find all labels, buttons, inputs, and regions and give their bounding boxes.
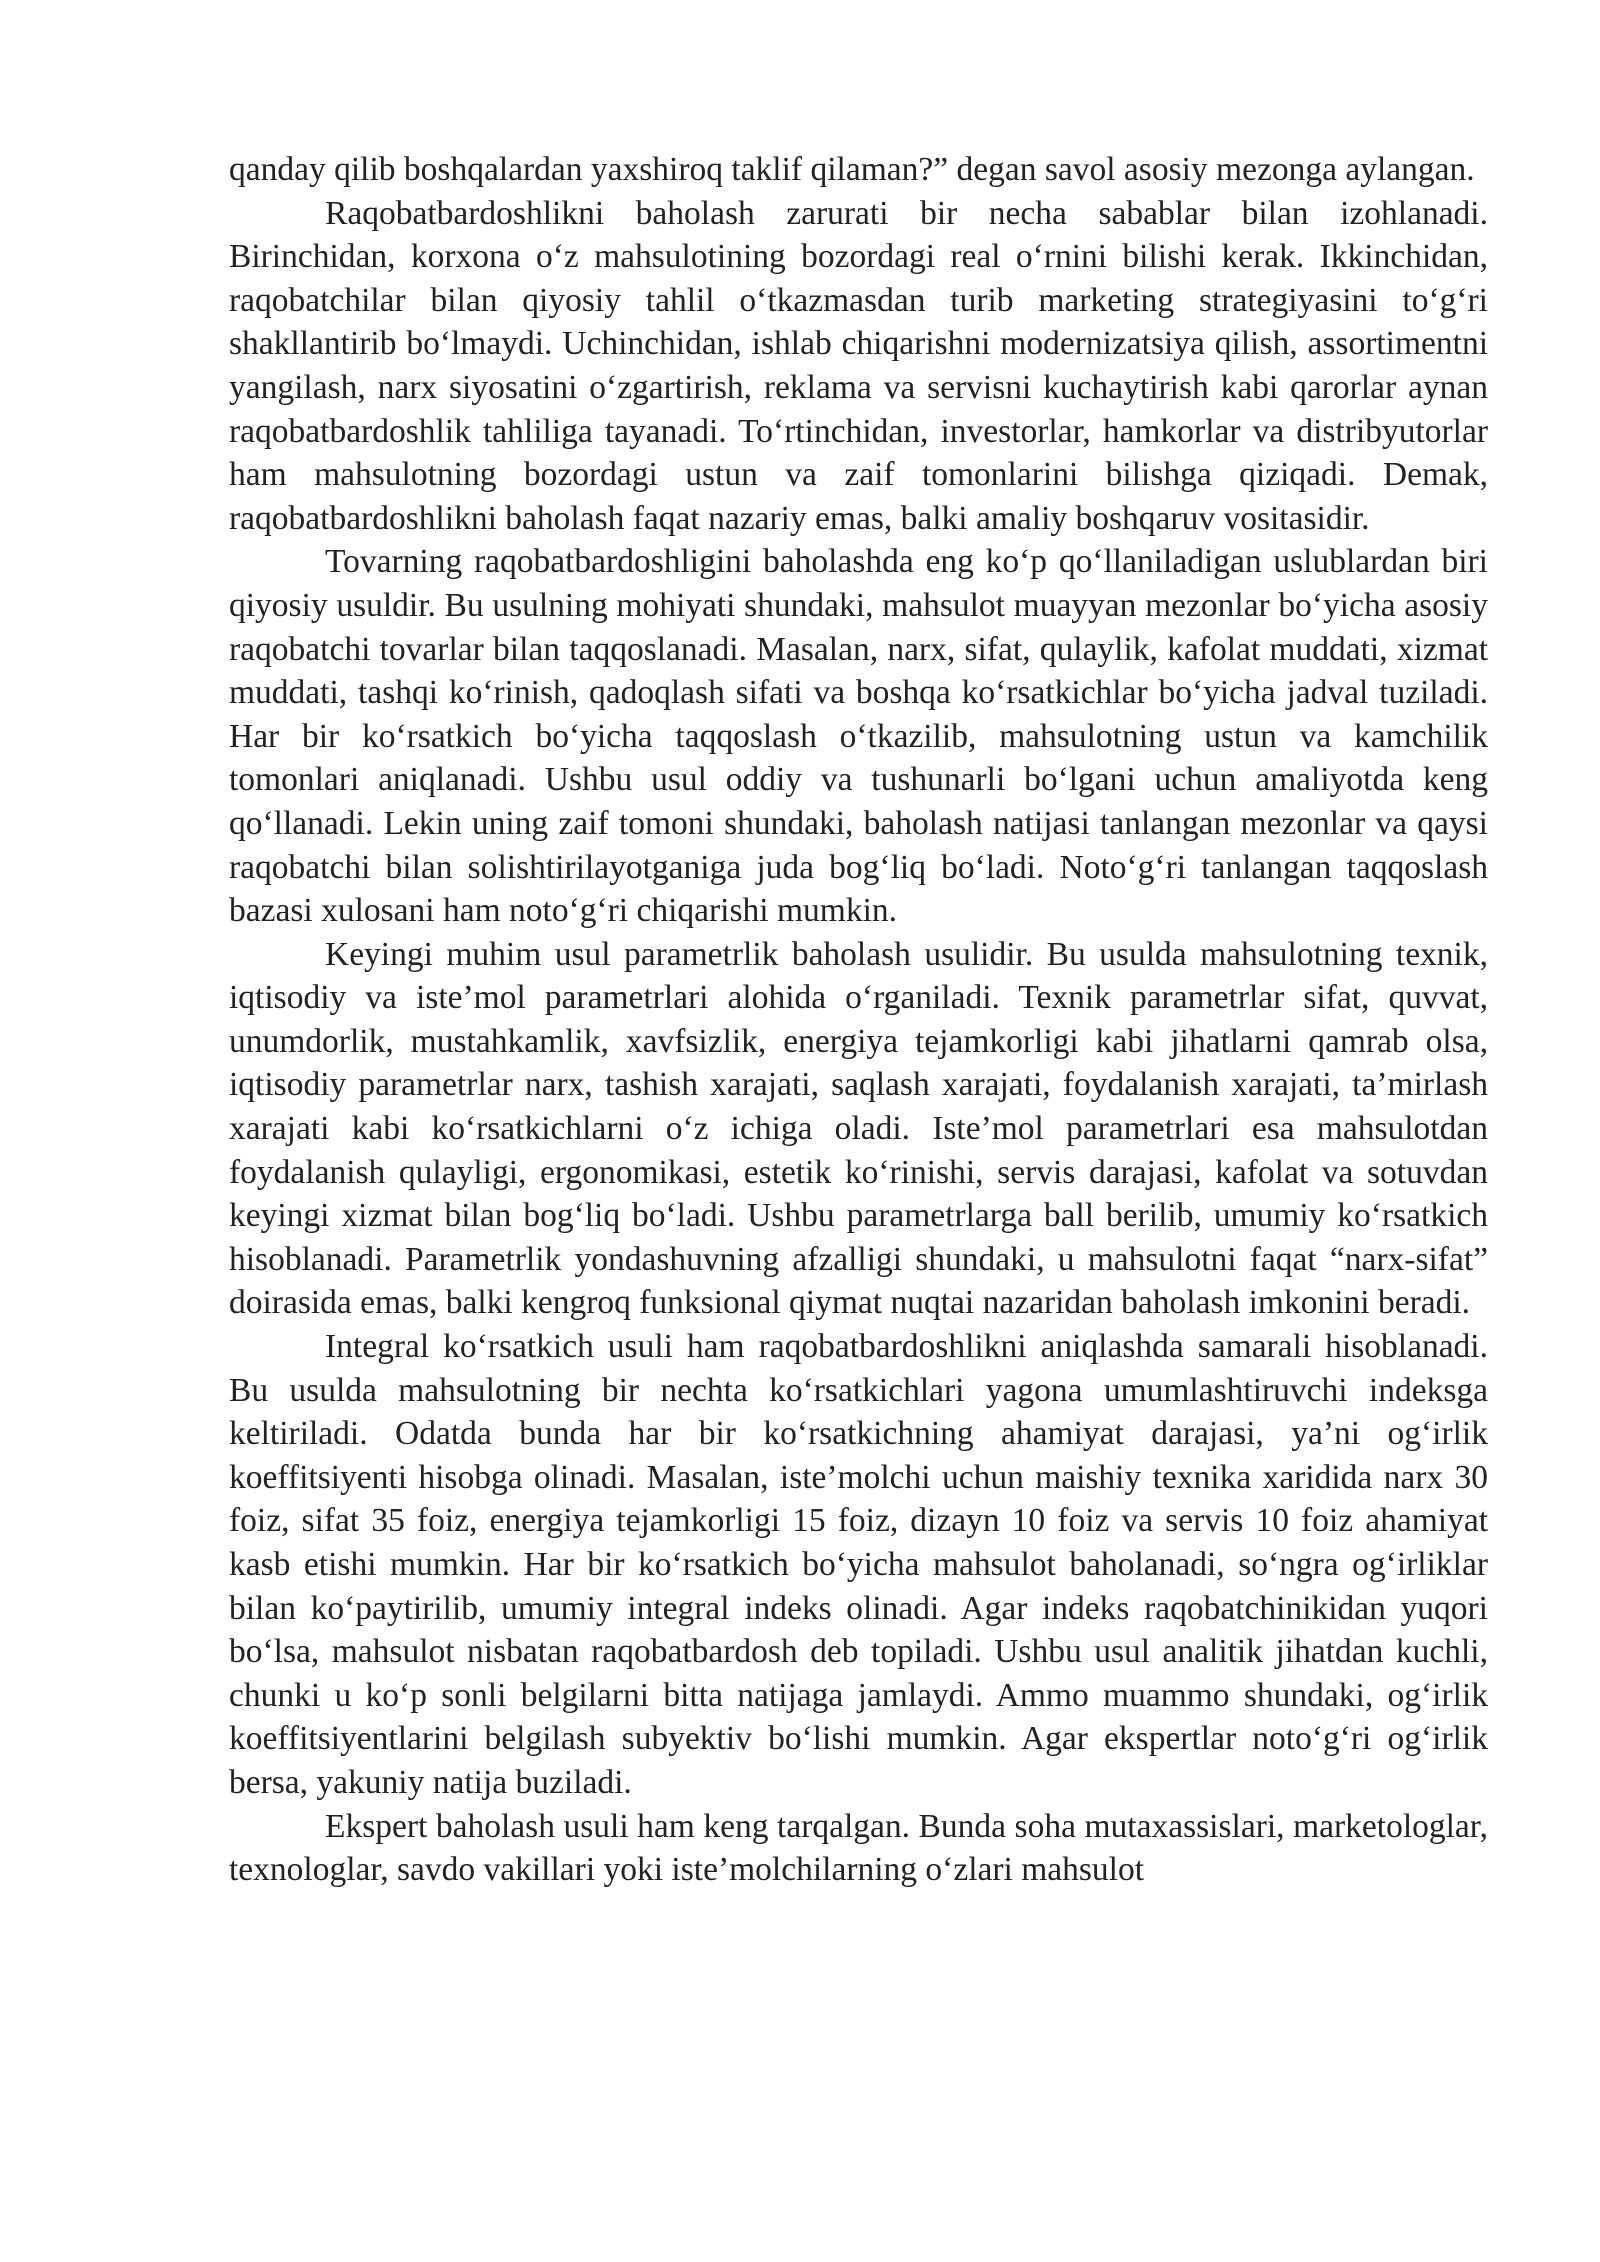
paragraph-1: qanday qilib boshqalardan yaxshiroq taklif qilaman?” degan savol asosiy mezonga aylangan.: [229, 151, 1475, 188]
paragraph-2: Raqobatbardoshlikni baholash zarurati bir necha sabablar bilan izohlanadi. Birinchidan, korxona o‘z mahsulotining bozordagi real o‘rnini bilishi kerak. Ikkinchidan, raqobatchilar bilan qiyosiy tahlil o‘tkazmasdan turib marketing strategiyasini to‘g‘ri shakllantirib bo‘lmaydi. Uchinchidan, ishlab chiqarishni modernizatsiya qilish, assortimentni yangilash, narx siyosatini o‘zgartirish, reklama va servisni kuchaytirish kabi qarorlar aynan raqobatbardoshlik tahliliga tayanadi. To‘rtinchidan, investorlar, hamkorlar va distribyutorlar ham mahsulotning bozordagi ustun va zaif tomonlarini bilishga qiziqadi. Demak, raqobatbardoshlikni baholash faqat nazariy emas, balki amaliy boshqaruv vositasidir.: [229, 194, 1488, 537]
paragraph-6: Ekspert baholash usuli ham keng tarqalgan. Bunda soha mutaxassislari, marketologlar, texnologlar, savdo vakillari yoki iste’molchilarning o‘zlari mahsulot: [229, 1807, 1488, 1889]
document-page: [229, 148, 1488, 1892]
paragraph-4: Keyingi muhim usul parametrlik baholash usulidir. Bu usulda mahsulotning texnik, iqtisodiy va iste’mol parametrlari alohida o‘rganiladi. Texnik parametrlar sifat, quvvat, unumdorlik, mustahkamlik, xavfsizlik, energiya tejamkorligi kabi jihatlarni qamrab olsa, iqtisodiy parametrlar narx, tashish xarajati, saqlash xarajati, foydalanish xarajati, ta’mirlash xarajati kabi ko‘rsatkichlarni o‘z ichiga oladi. Iste’mol parametrlari esa mahsulotdan foydalanish qulayligi, ergonomikasi, estetik ko‘rinishi, servis darajasi, kafolat va sotuvdan keyingi xizmat bilan bog‘liq bo‘ladi. Ushbu parametrlarga ball berilib, umumiy ko‘rsatkich hisoblanadi. Parametrlik yondashuvning afzalligi shundaki, u mahsulotni faqat “narx-sifat” doirasida emas, balki kengroq funksional qiymat nuqtai nazaridan baholash imkonini beradi.: [229, 935, 1488, 1322]
paragraph-5: Integral ko‘rsatkich usuli ham raqobatbardoshlikni aniqlashda samarali hisoblanadi. Bu usulda mahsulotning bir nechta ko‘rsatkichlari yagona umumlashtiruvchi indeksga keltiriladi. Odatda bunda har bir ko‘rsatkichning ahamiyat darajasi, ya’ni og‘irlik koeffitsiyenti hisobga olinadi. Masalan, iste’molchi uchun maishiy texnika xaridida narx 30 foiz, sifat 35 foiz, energiya tejamkorligi 15 foiz, dizayn 10 foiz va servis 10 foiz ahamiyat kasb etishi mumkin. Har bir ko‘rsatkich bo‘yicha mahsulot baholanadi, so‘ngra og‘irliklar bilan ko‘paytirilib, umumiy integral indeks olinadi. Agar indeks raqobatchinikidan yuqori bo‘lsa, mahsulot nisbatan raqobatbardosh deb topiladi. Ushbu usul analitik jihatdan kuchli, chunki u ko‘p sonli belgilarni bitta natijaga jamlaydi. Ammo muammo shundaki, og‘irlik koeffitsiyentlarini belgilash subyektiv bo‘lishi mumkin. Agar ekspertlar noto‘g‘ri og‘irlik bersa, yakuniy natija buziladi.: [229, 1328, 1488, 1801]
paragraph-3: Tovarning raqobatbardoshligini baholashda eng ko‘p qo‘llaniladigan uslublardan biri qiyosiy usuldir. Bu usulning mohiyati shundaki, mahsulot muayyan mezonlar bo‘yicha asosiy raqobatchi tovarlar bilan taqqoslanadi. Masalan, narx, sifat, qulaylik, kafolat muddati, xizmat muddati, tashqi ko‘rinish, qadoqlash sifati va boshqa ko‘rsatkichlar bo‘yicha jadval tuziladi. Har bir ko‘rsatkich bo‘yicha taqqoslash o‘tkazilib, mahsulotning ustun va kamchilik tomonlari aniqlanadi. Ushbu usul oddiy va tushunarli bo‘lgani uchun amaliyotda keng qo‘llanadi. Lekin uning zaif tomoni shundaki, baholash natijasi tanlangan mezonlar va qaysi raqobatchi bilan solishtirilayotganiga juda bog‘liq bo‘ladi. Noto‘g‘ri tanlangan taqqoslash bazasi xulosani ham noto‘g‘ri chiqarishi mumkin.: [229, 543, 1488, 930]
